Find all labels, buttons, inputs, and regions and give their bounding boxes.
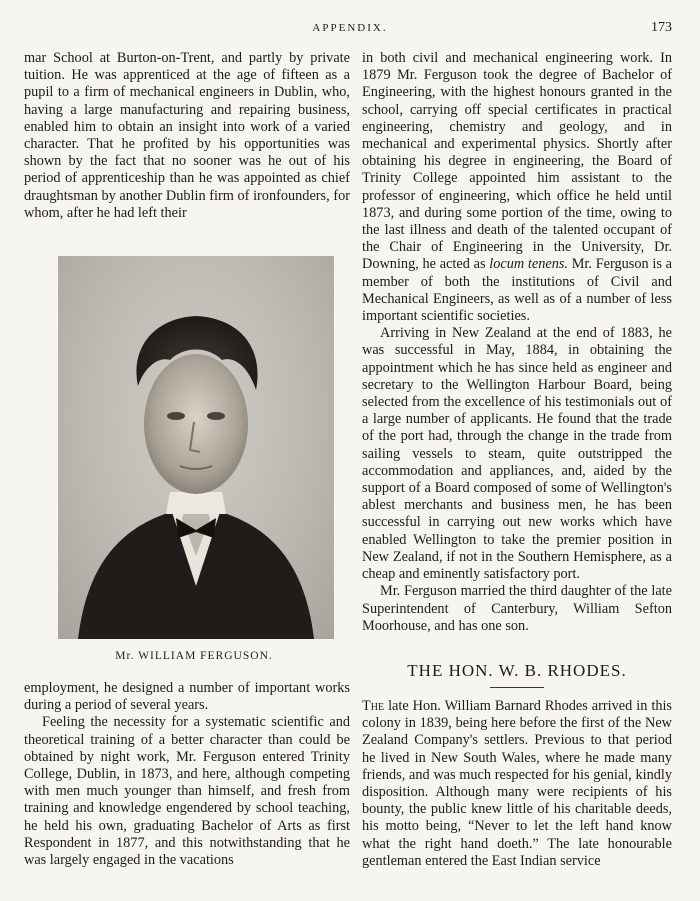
opening-words: The: [362, 698, 385, 714]
paragraph: Feeling the necessity for a systematic scientific and theoretical training of a better character than could be obtained by night work, Mr. Ferguson entered Trinity College, Dublin, in 1873, and here, although competing with men much younger than himself, and fresh from training and knowledge engendered by school teaching, he held his own, graduating Bachelor of Arts as first Respondent in 1877, and this notwithstanding that he was largely engaged in the vacations: [24, 714, 350, 869]
paragraph: mar School at Burton-on-Trent, and partly by private tuition. He was apprenticed at the age of fifteen as a pupil to a firm of mechanical engineers in Dublin, who, having a large manufacturing and repairing business, enabled him to obtain an insight into work of a varied character. That he profited by his opportunities was shown by the fact that no sooner was he out of his period of apprenticeship than he was appointed as chief draughtsman by another Dublin firm of ironfounders, for whom, after he had left their: [24, 50, 350, 221]
page-number: 173: [651, 20, 672, 35]
paragraph: employment, he designed a number of important works during a period of several years.: [24, 680, 350, 714]
portrait-caption: Mr. WILLIAM FERGUSON.: [115, 650, 273, 662]
right-column-top: [362, 50, 672, 635]
paragraph: Arriving in New Zealand at the end of 1883, he was successful in May, 1884, in obtaining the appointment which he has since held as engineer and secretary to the Wellington Harbour Board, being selected from the excellence of his testimonials out of a large number of applicants. He found that the trade of the port had, through the change in the trade from sailing vessels to steam, quite outstripped the accommodation and appliances, and, aided by the support of a Board composed of some of Wellington's ablest merchants and business men, he has been successful in carrying out new works which have enabled Wellington to take the premier position in New Zealand, if not in the Southern Hemisphere, as a cheap and eminently satisfactory port.: [362, 325, 672, 583]
left-column-top: [24, 50, 350, 222]
section-heading: THE HON. W. B. RHODES.: [407, 661, 627, 680]
text-run: in both civil and mechanical engineering work. In 1879 Mr. Ferguson took the degree of Bachelor of Engineering, with the highest honours granted in the school, carrying off special certificates in practical engineering, chemistry and geology, and in mechanical and experimental physics. Shortly after obtaining his degree in engineering, the Board of Trinity College appointed him assistant to the professor of engineering, which office he held until 1873, and during some portion of the time, owing to the last illness and death of the talented occupant of the Chair of Engineering in the University, Dr. Downing, he acted as: [362, 50, 672, 273]
paragraph: [362, 50, 672, 325]
text-run: late Hon. William Barnard Rhodes arrived in this colony in 1839, being here before the first of the New Zealand Company's settlers. Previous to that period he lived in New South Wales, where he made many friends, and was much respected for his genial, kindly disposition. Although many were recipients of his bounty, the public knew little of his charitable deeds, his motto being, “Never to let the left hand know what the right hand doeth.” The late honourable gentleman entered the East Indian service: [362, 698, 672, 869]
paragraph: [362, 698, 672, 870]
running-head: APPENDIX.: [312, 22, 388, 34]
paragraph: Mr. Ferguson married the third daughter of the late Superintendent of Canterbury, William Sefton Moorhouse, and has one son.: [362, 583, 672, 634]
text-run: Mr. Ferguson is a member of both the institutions of Civil and Mechanical Engineers, as well as of a number of less important scientific societies.: [362, 256, 672, 325]
portrait-photo: [58, 256, 334, 639]
latin-phrase: locum tenens.: [489, 256, 568, 273]
left-column-bottom: [24, 680, 350, 869]
heading-rule: [490, 687, 544, 688]
portrait-illustration: [58, 256, 334, 639]
right-column-bottom: [362, 698, 672, 870]
